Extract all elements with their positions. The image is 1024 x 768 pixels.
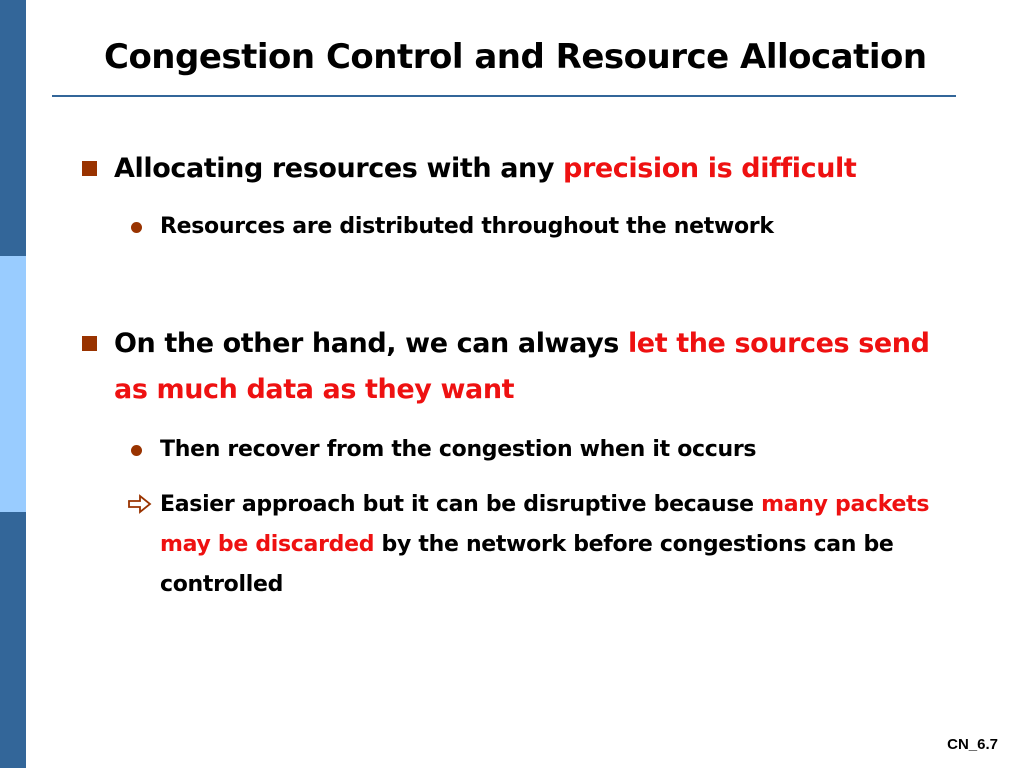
square-bullet-icon bbox=[82, 161, 97, 176]
sub-bullet-easier-approach: Easier approach but it can be disruptive because many packets may be discarded by the network before congestions can be controlled bbox=[160, 492, 930, 597]
left-accent-bar bbox=[0, 0, 26, 768]
accent-bar-light-middle bbox=[0, 256, 26, 512]
title-underline-rule bbox=[52, 95, 956, 97]
outline-arrow-icon bbox=[127, 494, 153, 514]
square-bullet-icon bbox=[82, 336, 97, 351]
bullet-allocating-resources: Allocating resources with any precision is difficult bbox=[114, 153, 857, 184]
slide-title: Congestion Control and Resource Allocation bbox=[104, 37, 927, 77]
bullet-other-hand: On the other hand, we can always let the sources send as much data as they want bbox=[114, 328, 930, 405]
accent-bar-dark-bottom bbox=[0, 512, 26, 768]
sub-bullet-resources-distributed: Resources are distributed throughout the network bbox=[160, 214, 774, 239]
sub-bullet-recover-congestion: Then recover from the congestion when it occurs bbox=[160, 437, 757, 462]
highlight-packets-discarded: many packets may be discarded bbox=[160, 492, 930, 557]
accent-bar-dark-top bbox=[0, 0, 26, 256]
round-bullet-icon bbox=[131, 445, 142, 456]
highlight-let-sources-send: let the sources send as much data as they want bbox=[114, 328, 930, 405]
round-bullet-icon bbox=[131, 222, 142, 233]
highlight-precision: precision is difficult bbox=[563, 153, 857, 184]
slide-number-footer: CN_6.7 bbox=[947, 736, 998, 753]
